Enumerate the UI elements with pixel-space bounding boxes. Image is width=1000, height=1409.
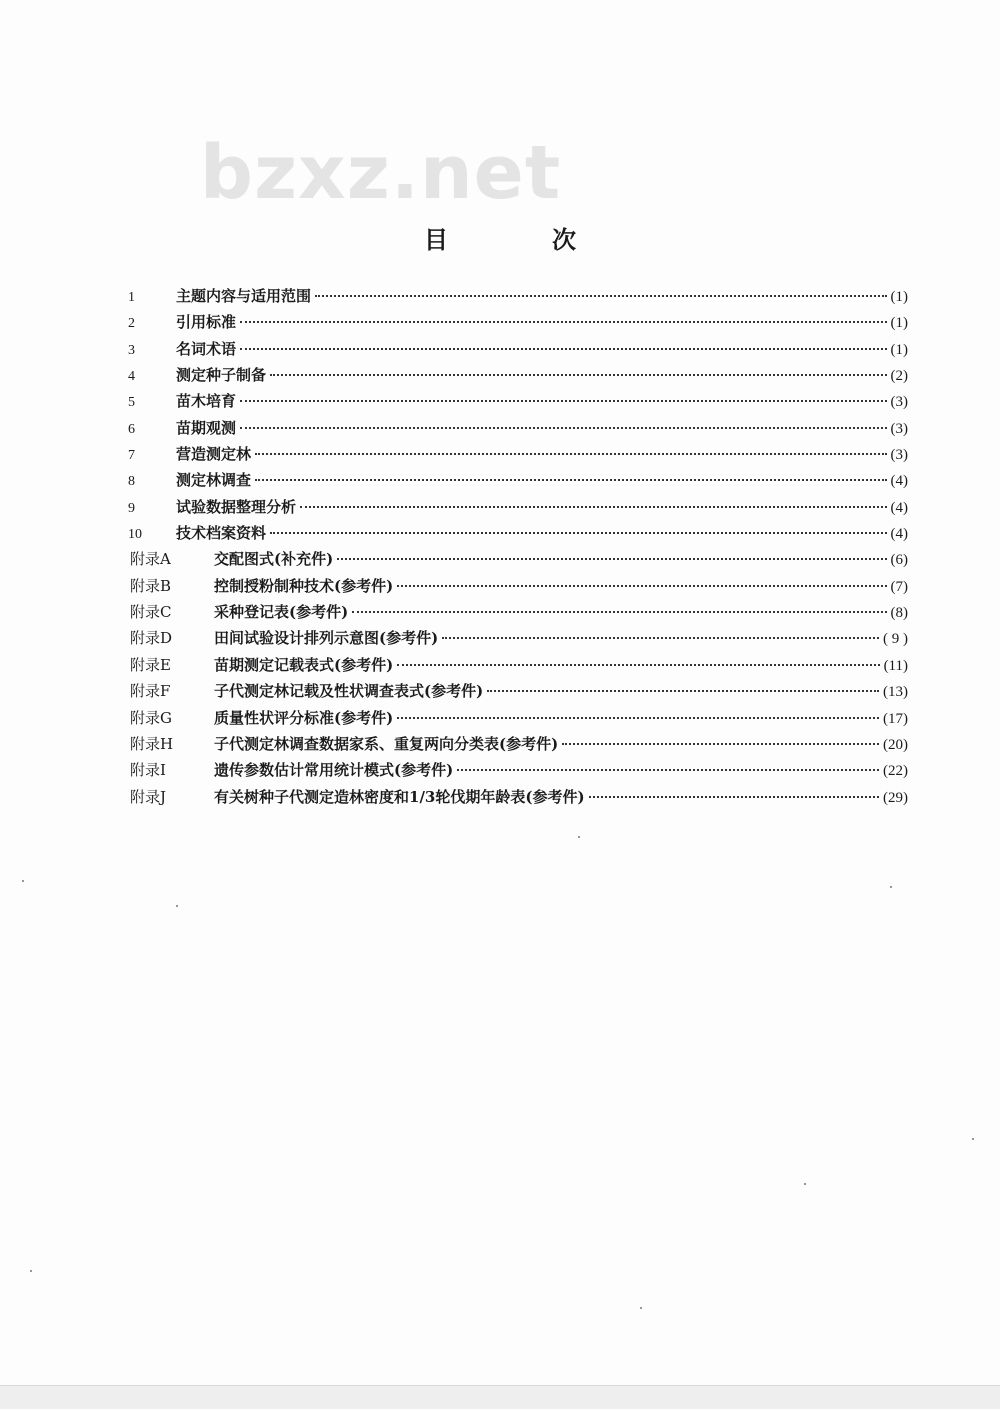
- dot-leader: [442, 637, 879, 639]
- toc-entry-number: 4: [128, 369, 135, 385]
- dot-leader: [270, 532, 886, 534]
- dot-leader: [240, 400, 886, 402]
- scan-speck: [972, 1138, 974, 1140]
- toc-appendix-entry: [124, 601, 908, 627]
- toc-entry-page: (3): [890, 420, 908, 437]
- toc-entry-title: 测定林调查: [176, 471, 252, 490]
- toc-entry-page: (3): [890, 394, 908, 411]
- toc-appendix-entry: [124, 707, 908, 733]
- dot-leader: [397, 664, 879, 666]
- toc-entry-page: (29): [883, 789, 908, 806]
- toc-entry-page: (2): [890, 368, 908, 385]
- toc-entry-title: 苗期测定记载表式(参考件): [214, 655, 394, 674]
- toc-entry-title: 苗木培育: [176, 392, 237, 411]
- toc-entry-title: 试验数据整理分析: [176, 497, 297, 516]
- toc-chapter-entry: [124, 311, 908, 337]
- toc-entry-title: 田间试验设计排列示意图(参考件): [214, 629, 439, 648]
- scan-speck: [176, 905, 178, 907]
- toc-appendix-entry: [124, 786, 908, 812]
- toc-appendix-entry: [124, 654, 908, 680]
- toc-entry-page: (8): [890, 605, 908, 622]
- toc-entry-number: 7: [128, 448, 135, 464]
- table-of-contents: [124, 285, 908, 812]
- toc-entry-page: (11): [883, 657, 908, 674]
- toc-entry-page: (1): [890, 341, 908, 358]
- toc-entry-page: (3): [890, 447, 908, 464]
- toc-chapter-entry: [124, 338, 908, 364]
- toc-entry-title: 控制授粉制种技术(参考件): [214, 576, 394, 595]
- toc-appendix-entry: [124, 759, 908, 785]
- toc-entry-number: 8: [128, 474, 135, 490]
- dot-leader: [397, 585, 886, 587]
- toc-entry-number: 附录E: [130, 655, 171, 674]
- dot-leader: [589, 796, 879, 798]
- toc-entry-number: 附录J: [130, 787, 167, 806]
- dot-leader: [270, 374, 886, 376]
- toc-entry-number: 1: [128, 290, 135, 305]
- dot-leader: [240, 348, 886, 350]
- toc-entry-number: 附录B: [130, 576, 172, 595]
- toc-entry-title: 营造测定林: [176, 445, 252, 464]
- toc-entry-title: 交配图式(补充件): [214, 550, 334, 569]
- toc-appendix-entry: [124, 627, 908, 653]
- dot-leader: [255, 479, 886, 481]
- page-title: 目 次: [424, 225, 616, 254]
- toc-appendix-entry: [124, 733, 908, 759]
- toc-entry-number: 附录H: [130, 734, 174, 753]
- toc-entry-number: 附录D: [130, 629, 173, 648]
- toc-entry-page: ( 9 ): [883, 631, 908, 648]
- toc-chapter-entry: [124, 364, 908, 390]
- dot-leader: [300, 506, 886, 508]
- scan-speck: [22, 880, 24, 882]
- toc-entry-number: 6: [128, 421, 135, 437]
- toc-chapter-entry: [124, 496, 908, 522]
- scan-bottom-edge: [0, 1385, 1000, 1409]
- toc-chapter-entry: [124, 469, 908, 495]
- toc-entry-title: 遗传参数估计常用统计模式(参考件): [214, 761, 454, 780]
- dot-leader: [562, 743, 879, 745]
- toc-entry-title: 子代测定林调查数据家系、重复两向分类表(参考件): [214, 734, 559, 753]
- toc-appendix-entry: [124, 680, 908, 706]
- toc-entry-number: 附录G: [130, 708, 172, 727]
- toc-entry-number: 附录C: [130, 603, 172, 622]
- dot-leader: [240, 321, 886, 323]
- toc-entry-page: (4): [890, 473, 908, 490]
- toc-entry-page: (4): [890, 499, 908, 516]
- toc-entry-number: 5: [128, 395, 135, 411]
- toc-entry-number: 附录A: [130, 550, 171, 569]
- toc-entry-title: 采种登记表(参考件): [214, 603, 349, 622]
- dot-leader: [457, 769, 879, 771]
- toc-entry-page: (17): [883, 710, 908, 727]
- toc-entry-number: 附录I: [130, 761, 166, 780]
- scan-speck: [640, 1307, 642, 1309]
- dot-leader: [240, 427, 886, 429]
- toc-entry-page: (20): [883, 736, 908, 753]
- toc-appendix-entry: [124, 575, 908, 601]
- toc-entry-page: (1): [890, 289, 908, 305]
- toc-appendix-entry: [124, 548, 908, 574]
- toc-chapter-entry: [124, 417, 908, 443]
- toc-entry-page: (13): [883, 684, 908, 701]
- toc-entry-number: 2: [128, 316, 135, 332]
- toc-entry-number: 10: [128, 527, 142, 543]
- dot-leader: [315, 295, 886, 297]
- toc-entry-page: (4): [890, 526, 908, 543]
- scan-speck: [578, 836, 580, 838]
- toc-entry-title: 名词术语: [176, 339, 237, 358]
- scan-speck: [890, 886, 892, 888]
- toc-entry-number: 3: [128, 342, 135, 358]
- toc-chapter-entry: [124, 390, 908, 416]
- dot-leader: [397, 717, 879, 719]
- dot-leader: [337, 558, 886, 560]
- toc-entry-page: (6): [890, 552, 908, 569]
- dot-leader: [352, 611, 886, 613]
- toc-entry-title: 技术档案资料: [176, 524, 267, 543]
- toc-entry-title: 引用标准: [176, 313, 237, 332]
- dot-leader: [487, 690, 879, 692]
- toc-chapter-entry: [124, 443, 908, 469]
- toc-entry-number: 9: [128, 500, 135, 516]
- watermark: bzxz.net: [200, 130, 562, 216]
- toc-entry-title: 测定种子制备: [176, 366, 267, 385]
- toc-entry-title: 苗期观测: [176, 418, 237, 437]
- toc-entry-page: (22): [883, 763, 908, 780]
- toc-entry-title: 质量性状评分标准(参考件): [214, 708, 394, 727]
- dot-leader: [255, 453, 886, 455]
- scan-speck: [30, 1270, 32, 1272]
- toc-entry-page: (1): [890, 315, 908, 332]
- toc-entry-title: 子代测定林记载及性状调查表式(参考件): [214, 682, 484, 701]
- scan-speck: [804, 1183, 806, 1185]
- toc-entry-title: 有关树种子代测定造林密度和1/3轮伐期年龄表(参考件): [214, 787, 585, 806]
- toc-chapter-entry: [124, 522, 908, 548]
- toc-entry-page: (7): [890, 578, 908, 595]
- toc-entry-title: 主题内容与适用范围: [176, 287, 312, 305]
- toc-chapter-entry: [124, 285, 908, 311]
- toc-entry-number: 附录F: [130, 682, 171, 701]
